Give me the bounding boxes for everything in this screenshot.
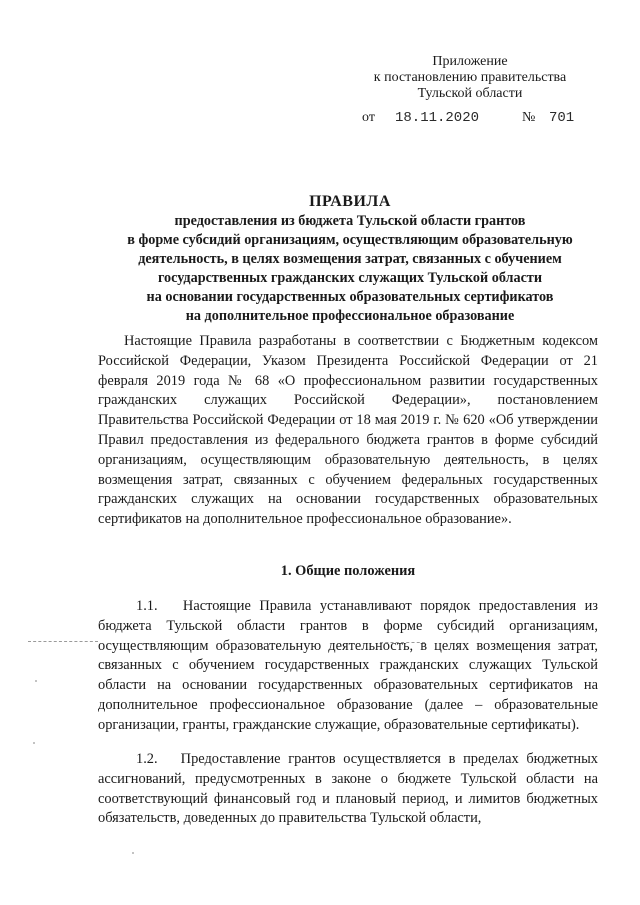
title-line-3: деятельность, в целях возмещения затрат, связанных с обучением (138, 251, 562, 267)
appendix-header (330, 54, 610, 102)
scan-mark (380, 642, 425, 643)
title-main: ПРАВИЛА (309, 193, 391, 210)
title-line-1: предоставления из бюджета Тульской области грантов (174, 213, 526, 229)
paragraph-1-2-text: Предоставление грантов осуществляется в пределах бюджетных ассигнований, предусмотренных в законе о бюджете Тульской области на соответствующий финансовый год и плановый период, и лимитов бюджетных обязательств, доведенных до правительства Тульской области, (98, 751, 598, 827)
number-prefix: № (522, 110, 536, 125)
scan-speck (132, 852, 134, 854)
title-line-5: на основании государственных образовательных сертификатов (146, 289, 554, 305)
title-line-6: на дополнительное профессиональное образование (185, 308, 515, 324)
paragraph-1-1-text: Настоящие Правила устанавливают порядок предоставления из бюджета Тульской области грантов в форме субсидий организациям, осуществляющим образовательную деятельность, в целях возмещения затрат, связанных с обучением государственных гражданских служащих Тульской области на основании государственных образовательных сертификатов на дополнительное профессиональное образование (далее – образовательные организации, гранты, гражданские служащие, образовательные сертификаты). (98, 598, 598, 733)
section-heading: 1. Общие положения (280, 563, 416, 579)
paragraph-1-1-number: 1.1. (136, 598, 158, 614)
appendix-line-2: к постановлению правительства (373, 70, 567, 85)
paragraph-1-2 (98, 750, 598, 829)
title-line-2: в форме субсидий организациям, осуществляющим образовательную (127, 232, 573, 248)
date-prefix: от (362, 110, 375, 125)
intro-paragraph-text: Настоящие Правила разработаны в соответствии с Бюджетным кодексом Российской Федерации, Указом Президента Российской Федерации от 21 февраля 2019 года № 68 «О профессиональном развитии государственных гражданских служащих Российской Федерации», постановлением Правительства Российской Федерации от 18 мая 2019 г. № 620 «Об утверждении Правил предоставления из федерального бюджета грантов в форме субсидий организациям, осуществляющим образовательную деятельность, в целях возмещения затрат, связанных с обучением федеральных государственных гражданских служащих на основании государственных образовательных сертификатов на дополнительное профессиональное образование». (98, 333, 598, 528)
scan-speck (33, 742, 35, 744)
paragraph-1-1 (98, 597, 598, 736)
document-title (60, 192, 640, 326)
number-value: 701 (549, 110, 575, 126)
date-value: 18.11.2020 (395, 110, 480, 126)
intro-paragraph (98, 332, 598, 530)
paragraph-1-2-number: 1.2. (136, 751, 158, 767)
scan-speck (35, 680, 37, 682)
title-line-4: государственных гражданских служащих Тульской области (157, 270, 543, 286)
appendix-line-1: Приложение (432, 54, 508, 69)
scan-mark (28, 641, 98, 642)
appendix-line-3: Тульской области (417, 86, 523, 101)
